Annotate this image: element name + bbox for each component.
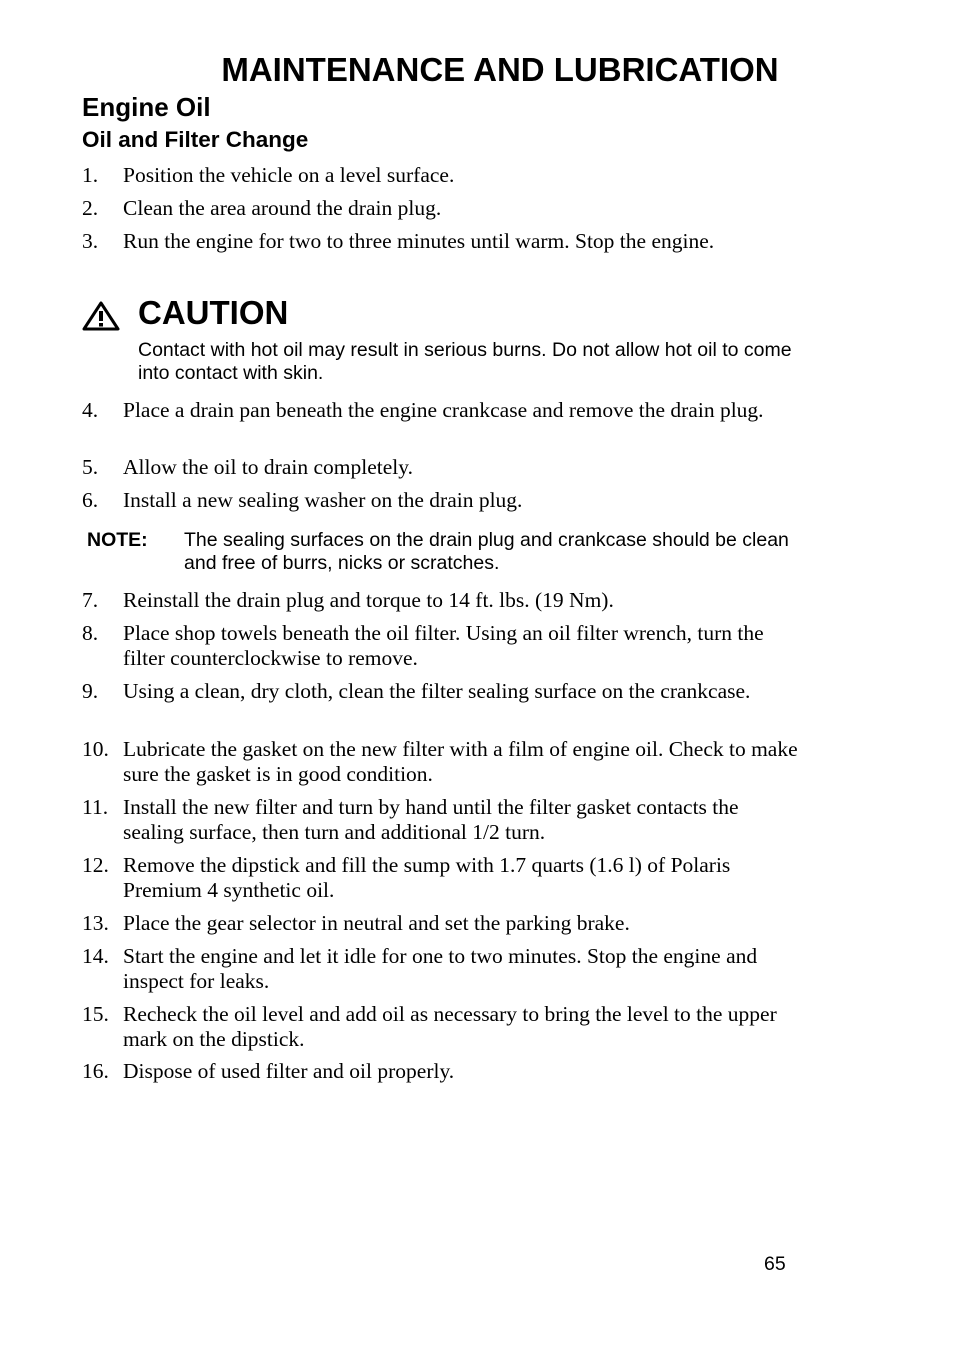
step-text: Install the new filter and turn by hand until the filter gasket contacts the sealing surface, then turn and additional 1/2 turn. [123, 795, 739, 844]
step-text: Start the engine and let it idle for one to two minutes. Stop the engine and inspect for leaks. [123, 944, 758, 993]
step-number: 3. [82, 229, 99, 253]
sub-heading: Oil and Filter Change [82, 127, 309, 152]
caution-text: Contact with hot oil may result in serious burns. Do not allow hot oil to come into contact with skin. [138, 339, 792, 384]
step-item [82, 229, 802, 254]
step-number: 5. [82, 455, 99, 479]
step-text: Place shop towels beneath the oil filter. Using an oil filter wrench, turn the filter counterclockwise to remove. [123, 621, 764, 670]
step-number: 16. [82, 1059, 109, 1083]
step-item [82, 398, 802, 423]
step-item [82, 588, 802, 613]
step-item [82, 944, 802, 994]
step-text: Remove the dipstick and fill the sump with 1.7 quarts (1.6 l) of Polaris Premium 4 synthetic oil. [123, 853, 731, 902]
section-heading: Engine Oil [82, 92, 211, 122]
step-text: Run the engine for two to three minutes until warm. Stop the engine. [123, 229, 715, 253]
step-number: 7. [82, 588, 99, 612]
step-text: Recheck the oil level and add oil as necessary to bring the level to the upper mark on the dipstick. [123, 1002, 777, 1051]
warning-triangle-icon [82, 301, 120, 331]
step-item [82, 621, 802, 671]
step-item [82, 488, 802, 513]
step-text: Lubricate the gasket on the new filter with a film of engine oil. Check to make sure the gasket is in good condition. [123, 737, 798, 786]
note-label: NOTE: [87, 529, 148, 551]
caution-label: CAUTION [138, 294, 289, 331]
step-number: 8. [82, 621, 99, 645]
step-number: 10. [82, 737, 109, 761]
step-item [82, 679, 802, 704]
step-number: 6. [82, 488, 99, 512]
step-item [82, 196, 802, 221]
step-number: 9. [82, 679, 99, 703]
step-text: Place the gear selector in neutral and set the parking brake. [123, 911, 630, 935]
step-number: 1. [82, 163, 99, 187]
step-text: Dispose of used filter and oil properly. [123, 1059, 455, 1083]
step-item [82, 795, 802, 845]
step-item [82, 737, 802, 787]
note-block [87, 529, 807, 575]
step-item [82, 1002, 802, 1052]
step-text: Position the vehicle on a level surface. [123, 163, 455, 187]
step-number: 2. [82, 196, 99, 220]
step-number: 13. [82, 911, 109, 935]
step-item [82, 853, 802, 903]
step-number: 14. [82, 944, 109, 968]
step-number: 15. [82, 1002, 109, 1026]
page-title: MAINTENANCE AND LUBRICATION [221, 51, 779, 88]
step-item [82, 455, 802, 480]
step-text: Reinstall the drain plug and torque to 14 ft. lbs. (19 Nm). [123, 588, 614, 612]
note-text: The sealing surfaces on the drain plug and crankcase should be clean and free of burrs, nicks or scratches. [184, 529, 789, 574]
step-text: Allow the oil to drain completely. [123, 455, 413, 479]
step-text: Install a new sealing washer on the drain plug. [123, 488, 523, 512]
step-item [82, 911, 802, 936]
page-number: 65 [764, 1253, 786, 1275]
step-number: 11. [82, 795, 109, 819]
step-item [82, 163, 802, 188]
step-number: 12. [82, 853, 109, 877]
step-text: Place a drain pan beneath the engine crankcase and remove the drain plug. [123, 398, 764, 422]
step-text: Using a clean, dry cloth, clean the filter sealing surface on the crankcase. [123, 679, 751, 703]
step-number: 4. [82, 398, 99, 422]
step-text: Clean the area around the drain plug. [123, 196, 442, 220]
step-item [82, 1059, 802, 1084]
